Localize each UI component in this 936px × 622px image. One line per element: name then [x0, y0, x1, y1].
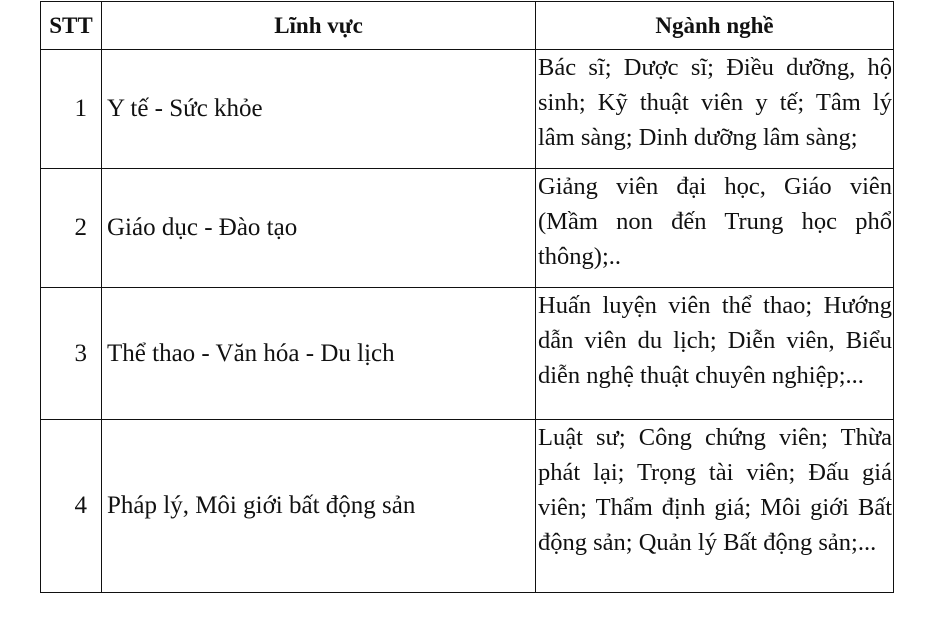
row-occupations: Luật sư; Công chứng viên; Thừa phát lại; Trọng tài viên; Đấu giá viên; Thẩm định giá; Môi giới Bất động sản; Quản lý Bất động sản;...: [538, 424, 892, 556]
row-field: Pháp lý, Môi giới bất động sản: [102, 420, 536, 593]
table-row: [41, 169, 894, 288]
row-field: Y tế - Sức khỏe: [102, 50, 536, 169]
row-number: 2: [41, 169, 102, 288]
table-header-row: [41, 2, 894, 50]
header-occupations: Ngành nghề: [536, 2, 894, 50]
row-field: Thể thao - Văn hóa - Du lịch: [102, 288, 536, 420]
row-number: 3: [41, 288, 102, 420]
row-number: 4: [41, 420, 102, 593]
row-occupations-cell: [536, 50, 894, 169]
table-row: [41, 50, 894, 169]
table-row: [41, 288, 894, 420]
row-number: 1: [41, 50, 102, 169]
row-occupations-cell: [536, 288, 894, 420]
row-occupations: Huấn luyện viên thể thao; Hướng dẫn viên du lịch; Diễn viên, Biểu diễn nghệ thuật chuyên nghiệp;...: [538, 292, 892, 389]
row-occupations: Bác sĩ; Dược sĩ; Điều dưỡng, hộ sinh; Kỹ thuật viên y tế; Tâm lý lâm sàng; Dinh dưỡng lâm sàng;: [538, 54, 892, 151]
header-field: Lĩnh vực: [102, 2, 536, 50]
row-occupations-cell: [536, 420, 894, 593]
header-stt: STT: [41, 2, 102, 50]
table-row: [41, 420, 894, 593]
row-occupations-cell: [536, 169, 894, 288]
row-occupations: Giảng viên đại học, Giáo viên (Mầm non đến Trung học phổ thông);..: [538, 173, 892, 270]
occupations-table: [40, 1, 894, 593]
row-field: Giáo dục - Đào tạo: [102, 169, 536, 288]
